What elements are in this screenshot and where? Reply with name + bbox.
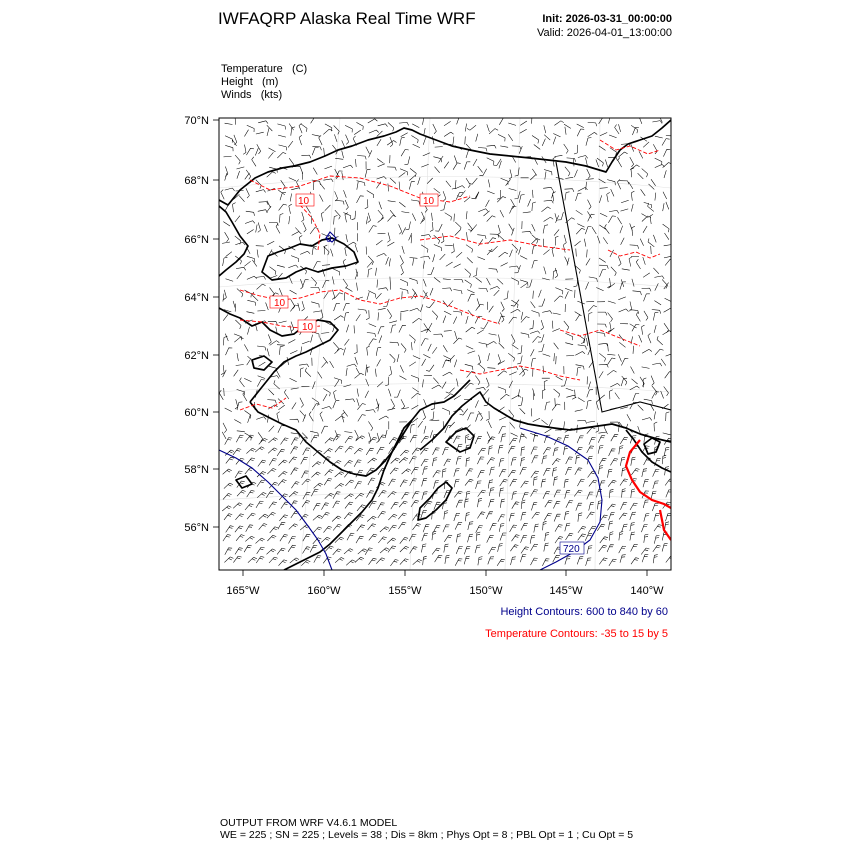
- height-label: 720: [563, 544, 580, 555]
- lat-tick-labels: [184, 115, 209, 534]
- country-border: [556, 162, 671, 412]
- temp-label: 10: [302, 322, 314, 333]
- lon-axis: [243, 570, 647, 576]
- temp-label: 10: [274, 298, 286, 309]
- lat-tick-label: 60°N: [184, 407, 209, 419]
- lon-tick-label: 150°W: [469, 585, 503, 597]
- temperature-contours-info: Temperature Contours: -35 to 15 by 5: [485, 628, 668, 640]
- height-label: 0: [326, 234, 332, 245]
- temp-label: 10: [423, 196, 435, 207]
- field-unit: (kts): [260, 89, 283, 101]
- lat-tick-label: 66°N: [184, 234, 209, 246]
- field-name: Winds: [221, 89, 252, 101]
- lat-tick-label: 64°N: [184, 292, 209, 304]
- lon-tick-label: 165°W: [226, 585, 260, 597]
- lon-tick-label: 160°W: [307, 585, 341, 597]
- lon-tick-label: 155°W: [388, 585, 422, 597]
- lon-tick-labels: [226, 585, 664, 597]
- init-time: Init: 2026-03-31_00:00:00: [542, 13, 672, 25]
- field-name: Height: [221, 76, 253, 88]
- model-config: WE = 225 ; SN = 225 ; Levels = 38 ; Dis = 8km ; Phys Opt = 8 ; PBL Opt = 1 ; Cu Opt = 5: [220, 829, 634, 841]
- field-name: Temperature: [221, 63, 283, 75]
- lon-tick-label: 140°W: [630, 585, 664, 597]
- lat-tick-label: 56°N: [184, 522, 209, 534]
- lat-tick-label: 68°N: [184, 175, 209, 187]
- lat-axis: [213, 120, 219, 527]
- lat-tick-label: 62°N: [184, 350, 209, 362]
- model-info: OUTPUT FROM WRF V4.6.1 MODEL: [220, 817, 398, 829]
- lat-tick-label: 70°N: [184, 115, 209, 127]
- field-unit: (m): [261, 76, 279, 88]
- plot-title: IWFAQRP Alaska Real Time WRF: [218, 9, 476, 28]
- temp-label: 10: [298, 196, 310, 207]
- lat-tick-label: 58°N: [184, 464, 209, 476]
- field-unit: (C): [291, 63, 308, 75]
- lon-tick-label: 145°W: [549, 585, 583, 597]
- height-contours-info: Height Contours: 600 to 840 by 60: [500, 606, 668, 618]
- valid-time: Valid: 2026-04-01_13:00:00: [537, 27, 672, 39]
